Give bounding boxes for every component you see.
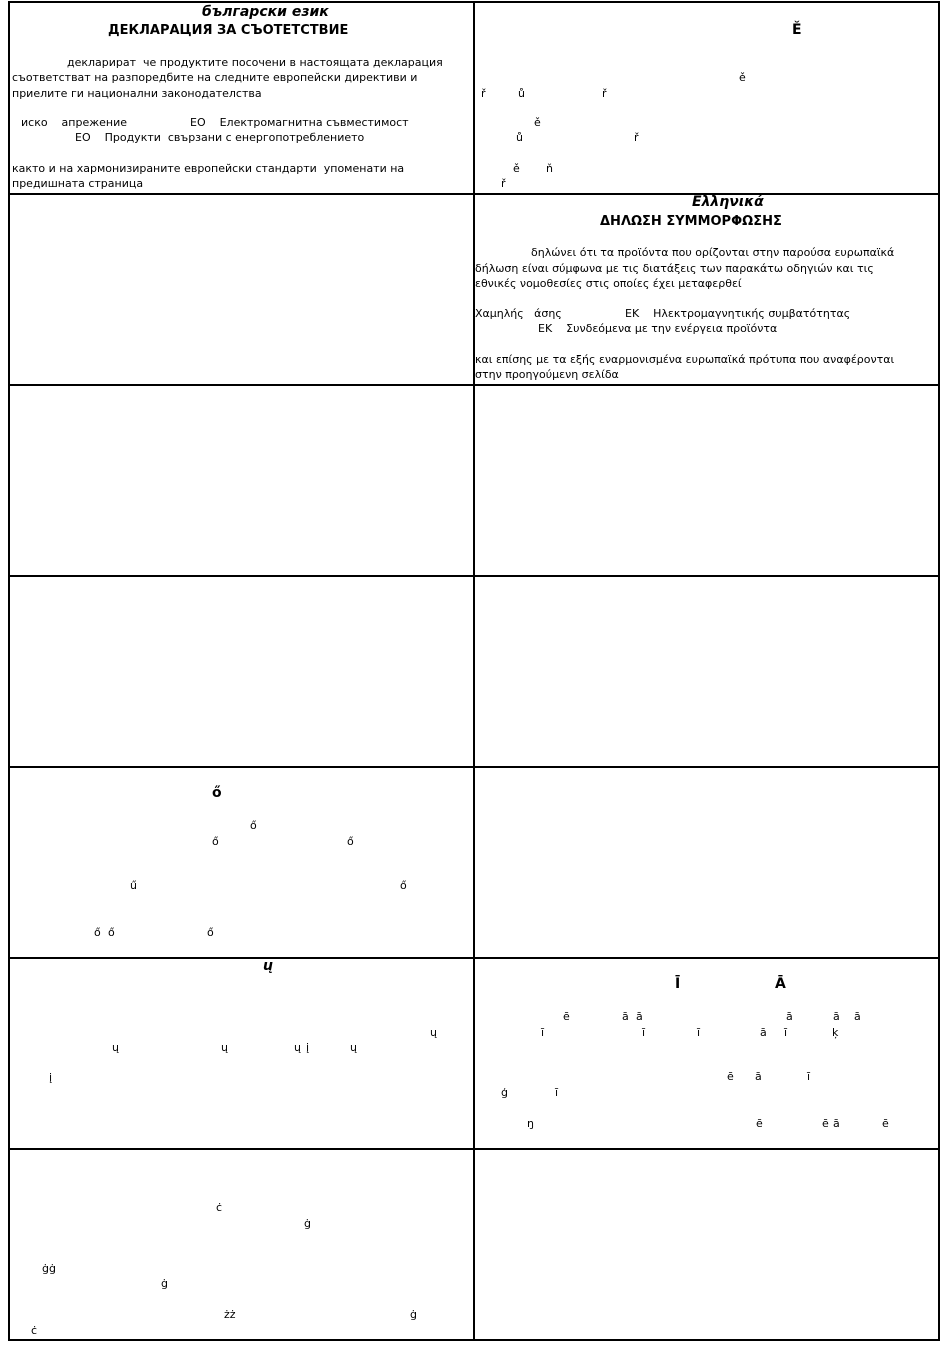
cell-empty — [474, 386, 936, 574]
standards-text: както и на хармонизираните европейски стандарти упоменати на — [12, 162, 405, 175]
language-heading: Ελληνικά — [692, 195, 764, 210]
glyph: ů — [516, 131, 523, 144]
glyph: ā — [833, 1010, 840, 1023]
glyph: ų — [294, 1041, 301, 1054]
glyph: ī — [784, 1026, 788, 1039]
glyph: ā — [755, 1070, 762, 1083]
glyph: ī — [642, 1026, 646, 1039]
declaration-text: δηλώνει ότι τα προϊόντα που ορίζονται στην παρούσα ευρωπαϊκά — [531, 246, 895, 259]
glyph: ő — [108, 926, 115, 939]
language-heading: български език — [202, 4, 329, 20]
standards-text: предишната страница — [12, 177, 144, 190]
glyph: ő — [250, 819, 257, 832]
cell-lithuanian — [10, 959, 471, 1147]
glyph: ē — [563, 1010, 570, 1023]
glyph: ő — [207, 926, 214, 939]
glyph: ŋ — [527, 1117, 534, 1130]
cell-empty — [10, 577, 471, 765]
directive-erp: ΕΚ Συνδεόμενα με την ενέργεια προϊόντα — [538, 322, 778, 335]
glyph: żż — [224, 1308, 236, 1321]
glyph: ī — [555, 1086, 559, 1099]
glyph: ē — [727, 1070, 734, 1083]
glyph: ġ — [410, 1308, 417, 1321]
glyph: ů — [518, 87, 525, 100]
glyph: ī — [807, 1070, 811, 1083]
glyph: ő — [400, 879, 407, 892]
declaration-text: εθνικές νομοθεσίες στις οποίες έχει μεταφερθεί — [475, 277, 742, 290]
glyph: ř — [602, 87, 607, 100]
declaration-title: Ī — [675, 976, 681, 992]
cell-empty — [10, 386, 471, 574]
directive-low-voltage: иско апрежение — [21, 116, 128, 129]
glyph: ā — [833, 1117, 840, 1130]
glyph: ų — [350, 1041, 357, 1054]
cell-latvian — [474, 959, 936, 1147]
glyph: ő — [94, 926, 101, 939]
declaration-text: съответстват на разпоредбите на следните европейски директиви и — [12, 71, 418, 84]
glyph: ī — [697, 1026, 701, 1039]
glyph: ċ — [216, 1201, 223, 1214]
cell-greek — [474, 195, 936, 383]
glyph: ā — [854, 1010, 861, 1023]
glyph: ā — [622, 1010, 629, 1023]
declaration-title: ΔΗΛΩΣΗ ΣΥΜΜΟΡΦΩΣΗΣ — [600, 214, 782, 229]
glyph: ā — [636, 1010, 643, 1023]
glyph: ě — [739, 71, 746, 84]
glyph: ā — [786, 1010, 793, 1023]
glyph: ē — [882, 1117, 889, 1130]
glyph: ű — [130, 879, 137, 892]
glyph: ň — [546, 162, 553, 175]
glyph: ġġ — [42, 1262, 56, 1275]
directive-erp: ЕО Продукти свързани с енергопотреблението — [75, 131, 365, 144]
glyph: ġ — [161, 1277, 168, 1290]
glyph: ř — [634, 131, 639, 144]
glyph: ī — [541, 1026, 545, 1039]
glyph: į — [49, 1071, 53, 1084]
directive-emc: ЕО Електромагнитна съвместимост — [190, 116, 409, 129]
declaration-title: Ā — [775, 976, 786, 992]
glyph: ř — [481, 87, 486, 100]
glyph: ģ — [501, 1086, 508, 1099]
glyph: ų — [430, 1026, 437, 1039]
directive-emc: ΕΚ Ηλεκτρομαγνητικής συμβατότητας — [625, 307, 851, 320]
glyph: ē — [822, 1117, 829, 1130]
glyph: ē — [756, 1117, 763, 1130]
glyph: ő — [347, 835, 354, 848]
glyph: ų — [112, 1041, 119, 1054]
standards-text: και επίσης με τα εξής εναρμονισμένα ευρωπαϊκά πρότυπα που αναφέρονται — [475, 353, 895, 366]
glyph: ġ — [304, 1217, 311, 1230]
cell-czech — [474, 3, 936, 191]
cell-bulgarian — [10, 3, 471, 191]
glyph: ā — [760, 1026, 767, 1039]
glyph: ő — [212, 835, 219, 848]
declaration-title: ДЕКЛАРАЦИЯ ЗА СЪОТЕТСТВИЕ — [108, 23, 349, 38]
cell-empty — [474, 768, 936, 956]
declaration-text: декларират че продуктите посочени в настоящата декларация — [67, 56, 443, 69]
directive-low-voltage: Χαμηλής άσης — [475, 307, 562, 320]
declaration-text: δήλωση είναι σύμφωνα με τις διατάξεις των παρακάτω οδηγιών και τις — [475, 262, 874, 275]
declaration-title: Ě — [792, 22, 802, 38]
glyph: ě — [534, 116, 541, 129]
glyph: į — [306, 1041, 310, 1054]
cell-hungarian — [10, 768, 471, 956]
glyph: ř — [501, 177, 506, 190]
cell-maltese — [10, 1150, 471, 1337]
declaration-text: приелите ги национални законодателства — [12, 87, 262, 100]
glyph: ų — [221, 1041, 228, 1054]
glyph: ķ — [832, 1026, 839, 1039]
cell-empty — [474, 1150, 936, 1337]
standards-text: στην προηγούμενη σελίδα — [475, 368, 619, 381]
cell-empty — [474, 577, 936, 765]
cell-empty — [10, 195, 471, 383]
language-heading: ų — [263, 959, 273, 974]
glyph: ċ — [31, 1324, 38, 1337]
declaration-title: ő — [212, 785, 222, 801]
glyph: ě — [513, 162, 520, 175]
